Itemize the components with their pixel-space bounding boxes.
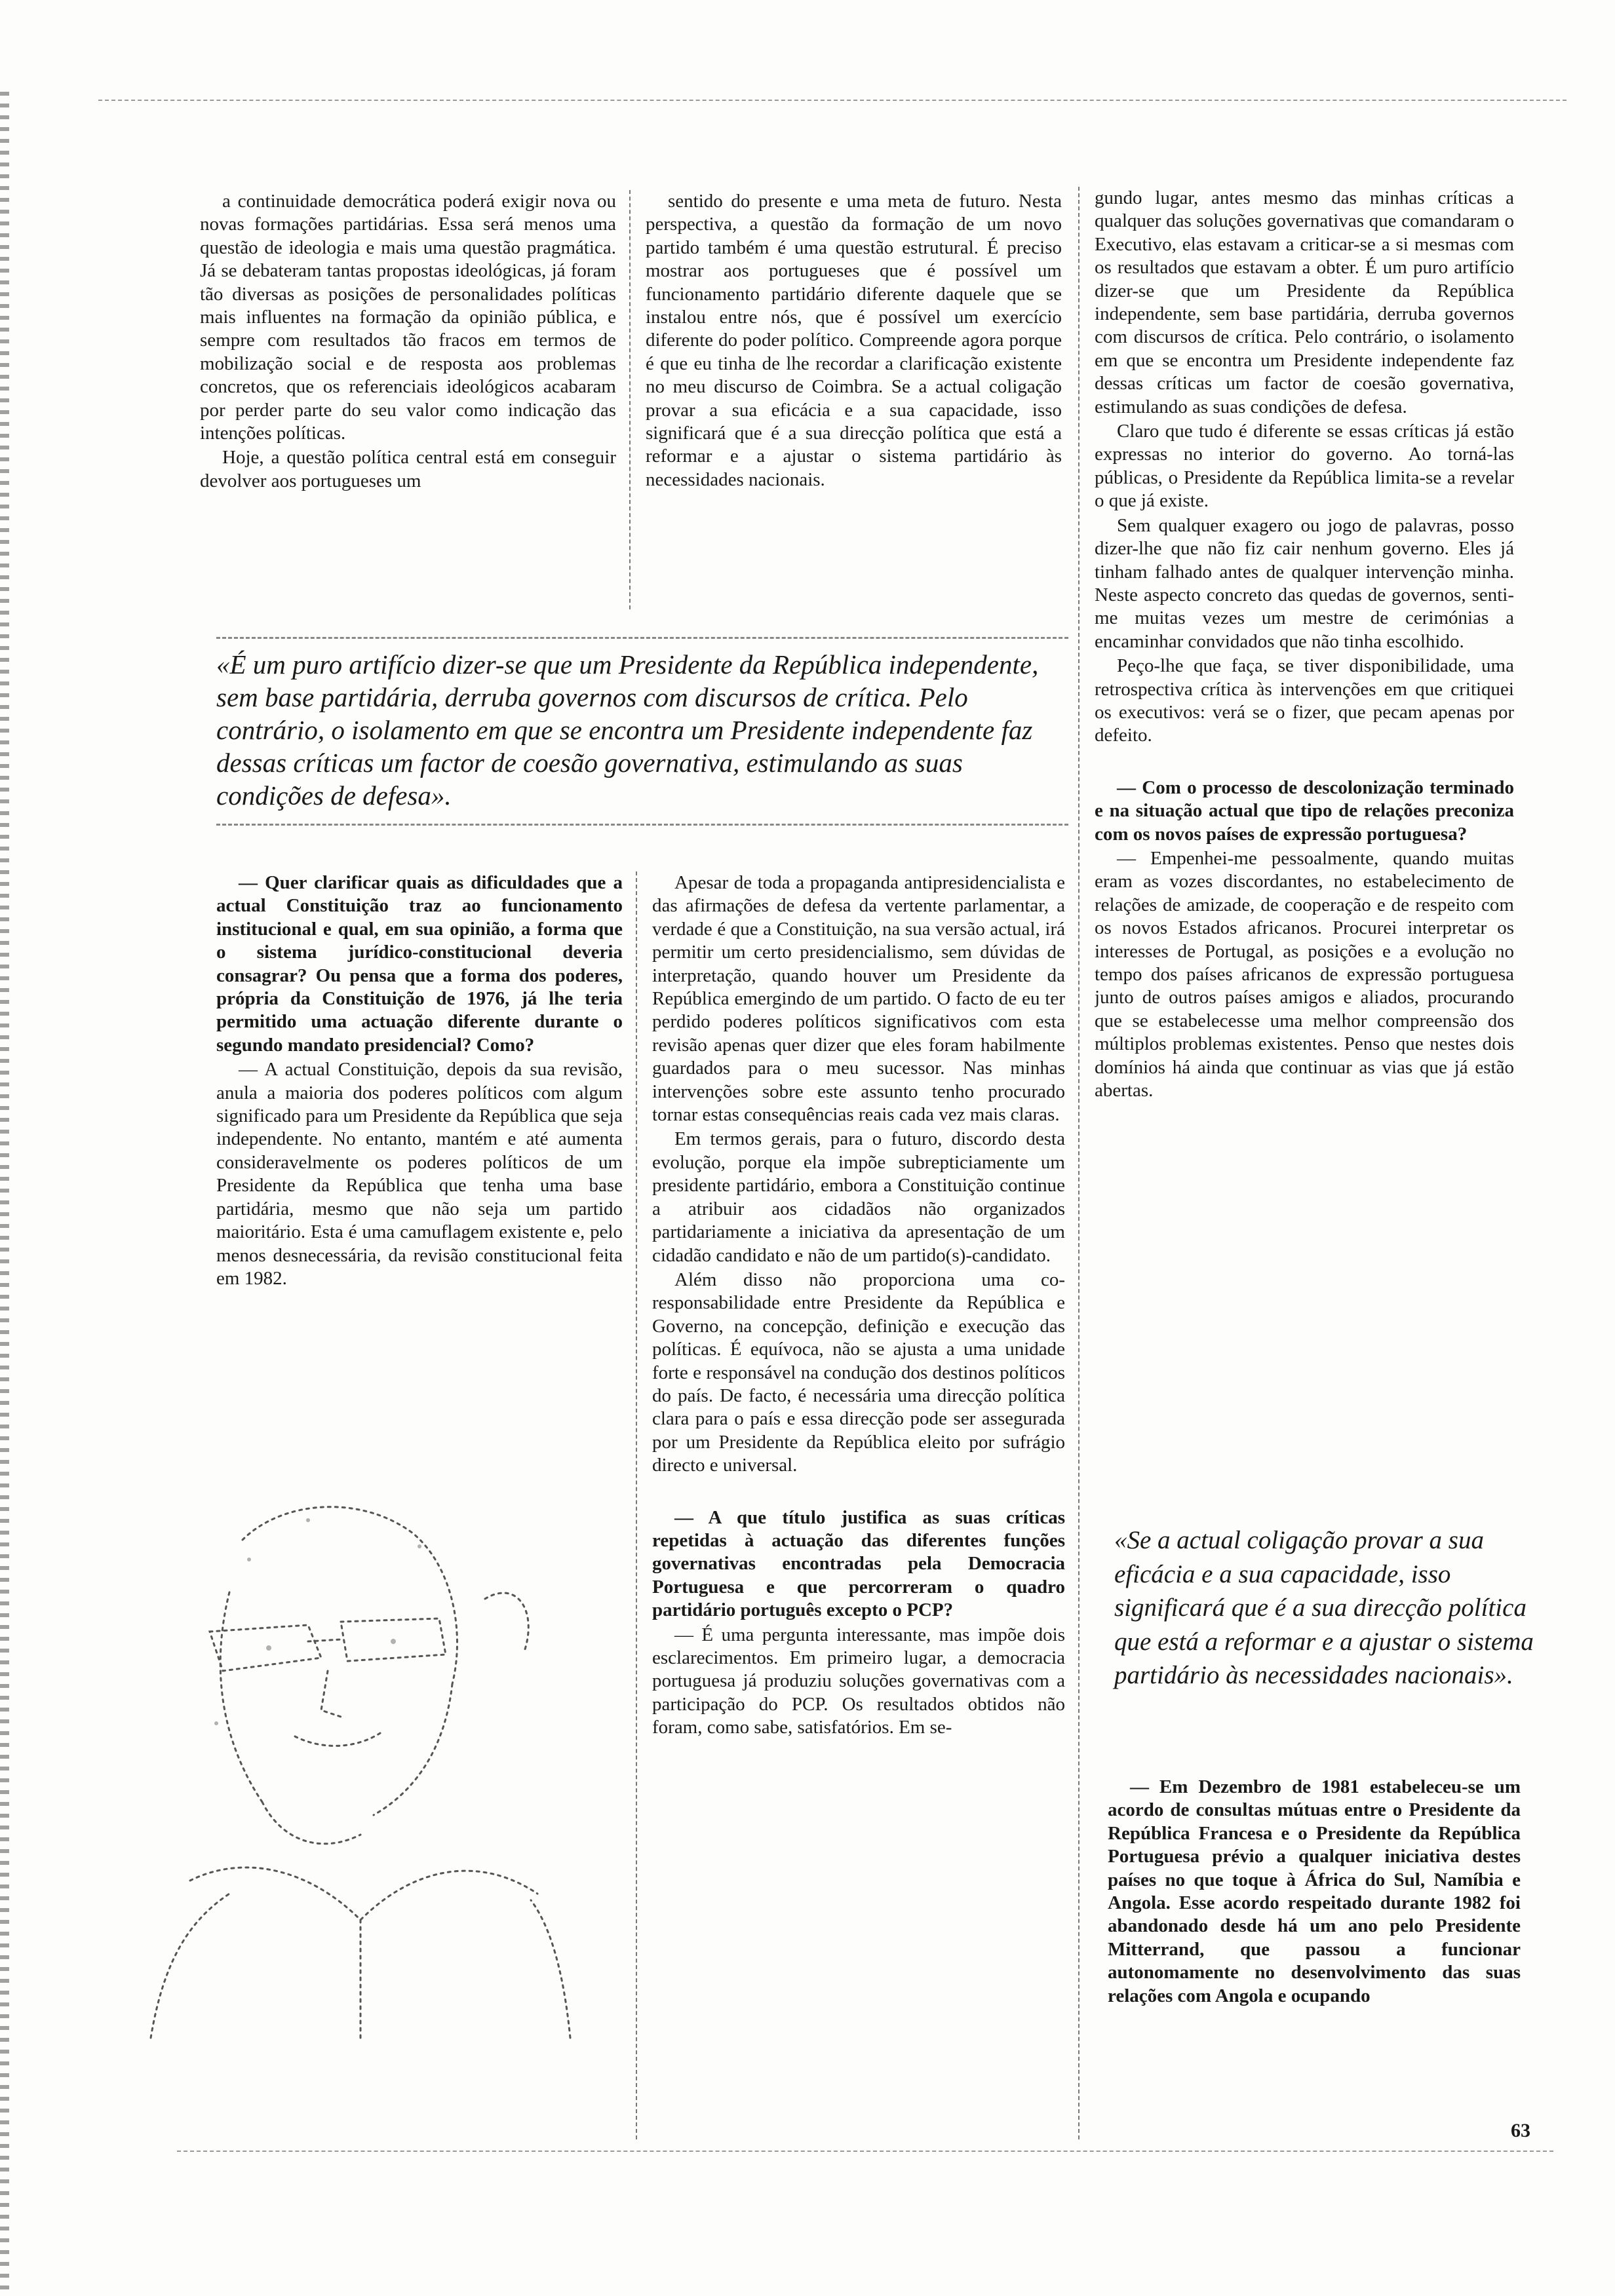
- paragraph: Claro que tudo é diferente se essas críticas já estão expressas no interior do governo. Ao torná-las públicas, o Presidente da República limita-se a revelar o que já existe.: [1095, 421, 1514, 512]
- column-divider-1-top: [629, 190, 631, 609]
- page-edge-shadow: [0, 92, 9, 2296]
- page-number: 63: [1511, 2120, 1530, 2141]
- paragraph: gundo lugar, antes mesmo das minhas críticas a qualquer das soluções governativas que comandaram o Executivo, elas estavam a criticar-se a si mesmas com os resultados que estavam a obter. É um puro artifício dizer-se que um Presidente da República independente, sem base partidária, derruba governos com discursos de crítica. Pelo contrário, o isolamento em que se encontra um Presidente independente faz dessas críticas um factor de coesão governativa, estimulando as suas condições de defesa.: [1095, 187, 1514, 417]
- paragraph: — É uma pergunta interessante, mas impõe dois esclarecimentos. Em primeiro lugar, a democracia portuguesa já produziu soluções governativas com a participação do PCP. Os resultados obtidos não foram, como sabe, satisfatórios. Em se-: [652, 1624, 1065, 1738]
- column-1-bottom: [216, 871, 623, 1461]
- portrait-photo: [111, 1461, 623, 2051]
- paragraph: Peço-lhe que faça, se tiver disponibilidade, uma retrospectiva crítica às intervenções em que critiquei os executivos: verá se o fizer, que pecam apenas por defeito.: [1095, 655, 1514, 746]
- paragraph: Em termos gerais, para o futuro, discordo desta evolução, porque ela impõe subrepticiamente um presidente partidário, embora a Constituição continue a atribuir aos cidadãos não organizados partidariamente a iniciativa da apresentação de um cidadão candidato e não de um partido(s)-candidato.: [652, 1128, 1065, 1266]
- paragraph: Hoje, a questão política central está em conseguir devolver aos portugueses um: [200, 447, 616, 491]
- paragraph: sentido do presente e uma meta de futuro. Nesta perspectiva, a questão da formação de um novo partido também é uma questão estrutural. É preciso mostrar aos portugueses que é possível um funcionamento partidário diferente daquele que se instalou entre nós, que é possível um exercício diferente do poder político. Compreende agora porque é que eu tinha de lhe recordar a clarificação existente no meu discurso de Coimbra. Se a actual coligação provar a sua eficácia e a sua capacidade, isso significará que é a sua direcção política que está a reformar e a ajustar o sistema partidário às necessidades nacionais.: [646, 191, 1062, 490]
- top-rule: [98, 100, 1566, 101]
- pull-quote-2: «Se a actual coligação provar a sua eficácia e a sua capacidade, isso significará que é a sua direcção política que está a reformar e a ajustar o sistema partidário às necessidades nacionais».: [1114, 1526, 1534, 1689]
- paragraph: — Empenhei-me pessoalmente, quando muitas eram as vozes discordantes, no estabelecimento de relações de amizade, de cooperação e de respeito com os novos Estados africanos. Procurei interpretar os interesses de Portugal, as posições e a evolução no tempo dos países africanos de expressão portuguesa junto de outros países amigos e aliados, procurando que se estabelecesse uma melhor compreensão dos múltiplos problemas existentes. Penso que nestes dois domínios há ainda que continuar as vias que já estão abertas.: [1095, 847, 1514, 1101]
- paragraph: Além disso não proporciona uma co-responsabilidade entre Presidente da República e Governo, na concepção, definição e execução das políticas. É equívoca, não se ajusta a uma unidade forte e responsável na condução dos destinos políticos do país. De facto, é necessária uma direcção política clara para o país e essa direcção pode ser assegurada por um Presidente da República eleito por sufrágio directo e universal.: [652, 1269, 1065, 1476]
- bottom-rule: [177, 2151, 1553, 2152]
- interview-question: — A que título justifica as suas críticas repetidas à actuação das diferentes funções governativas encontradas pela Democracia Portuguesa e que percorreram o quadro partidário português excepto o PCP?: [652, 1506, 1065, 1621]
- column-1-top: [200, 190, 616, 609]
- column-2-bottom: [652, 871, 1065, 2116]
- pull-quote-1: «É um puro artifício dizer-se que um Presidente da República independente, sem base partidária, derruba governos com discursos de crítica. Pelo contrário, o isolamento em que se encontra um Presidente independente faz dessas críticas um factor de coesão governativa, estimulando as suas condições de defesa».: [216, 637, 1068, 826]
- column-2-top: [646, 190, 1062, 609]
- interview-question: — Com o processo de descolonização terminado e na situação actual que tipo de relações preconiza com os novos países de expressão portuguesa?: [1095, 776, 1514, 845]
- column-divider-2: [1078, 187, 1080, 2139]
- paragraph: — A actual Constituição, depois da sua revisão, anula a maioria dos poderes políticos com algum significado para um Presidente da República que seja independente. No entanto, mantém e até aumenta consideravelmente os poderes políticos de um Presidente da República que tenha uma base partidária, mesmo que não seja um partido maioritário. Esta é uma camuflagem existente e, pelo menos desnecessária, da revisão constitucional feita em 1982.: [216, 1059, 623, 1289]
- column-3: [1095, 187, 1514, 1504]
- column-3-bottom: [1108, 1776, 1521, 2130]
- interview-question: — Quer clarificar quais as dificuldades que a actual Constituição traz ao funcionamento institucional e qual, em sua opinião, a forma que o sistema jurídico-constitucional deveria consagrar? Ou pensa que a forma dos poderes, própria da Constituição de 1976, já lhe teria permitido uma actuação diferente durante o segundo mandato presidencial? Como?: [216, 872, 623, 1056]
- paragraph: Sem qualquer exagero ou jogo de palavras, posso dizer-lhe que não fiz cair nenhum governo. Eles já tinham falhado antes de qualquer intervenção minha. Neste aspecto concreto das quedas de governos, senti-me muitas vezes um mestre de cerimónias a encaminhar convidados que não tinha escolhido.: [1095, 514, 1514, 652]
- column-divider-1-bottom: [636, 871, 637, 2139]
- paragraph: a continuidade democrática poderá exigir nova ou novas formações partidárias. Essa será menos uma questão de ideologia e mais uma questão pragmática. Já se debateram tantas propostas ideológicas, já foram tão diversas as posições de personalidades políticas mais influentes na formação da opinião pública, e sempre com resultados tão fracos em termos de mobilização social e de resposta aos problemas concretos, que os referenciais ideológicos acabaram por perder parte do seu valor como indicação das intenções políticas.: [200, 191, 616, 444]
- interview-question: — Em Dezembro de 1981 estabeleceu-se um acordo de consultas mútuas entre o Presidente da República Francesa e o Presidente da República Portuguesa prévio a qualquer iniciativa destes países no que toque à África do Sul, Namíbia e Angola. Esse acordo respeitado durante 1982 foi abandonado desde há um ano pelo Presidente Mitterrand, que passou a funcionar autonomamente no desenvolvimento das suas relações com Angola e ocupando: [1108, 1776, 1521, 2006]
- paragraph: Apesar de toda a propaganda antipresidencialista e das afirmações de defesa da vertente parlamentar, a verdade é que a Constituição, na sua versão actual, irá permitir um certo presidencialismo, sem dúvidas de interpretação, quando houver um Presidente da República emergindo de um partido. O facto de eu ter perdido poderes políticos significativos com esta revisão apenas quer dizer que eles foram habilmente guardados para o meu sucessor. Nas minhas intervenções sobre este assunto tenho procurado tornar estas consequências reais cada vez mais claras.: [652, 872, 1065, 1126]
